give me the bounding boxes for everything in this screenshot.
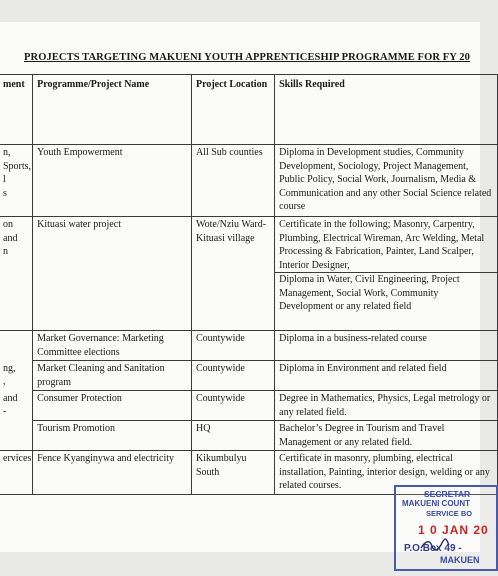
document-heading: PROJECTS TARGETING MAKUENI YOUTH APPRENTICESHIP PROGRAMME FOR FY 20	[24, 52, 470, 63]
stamp-county: MAKUENI COUNT	[402, 499, 470, 508]
skills-cell: Diploma in Environment and related field	[275, 361, 498, 391]
table-row	[0, 217, 498, 331]
header-project-location: Project Location	[191, 75, 274, 145]
document-page	[0, 22, 492, 565]
dept-cell	[0, 331, 33, 361]
table-row	[0, 331, 498, 361]
dept-cell: on and n	[0, 217, 33, 331]
dept-cell: ng, ,	[0, 361, 33, 391]
location-cell: Countywide	[191, 361, 274, 391]
dept-cell	[0, 421, 33, 451]
table-row	[0, 421, 498, 451]
official-stamp	[394, 485, 498, 571]
signature-scribble	[420, 538, 450, 552]
programme-name-cell: Consumer Protection	[33, 391, 192, 421]
programme-name-cell: Fence Kyanginywa and electricity	[33, 451, 192, 495]
skills-cell: Degree in Mathematics, Physics, Legal metrology or any related field.	[275, 391, 498, 421]
table-row	[0, 391, 498, 421]
programme-name-cell: Market Cleaning and Sanitation program	[33, 361, 192, 391]
location-cell: Countywide	[191, 331, 274, 361]
table-row	[0, 145, 498, 217]
skills-text: Diploma in Water, Civil Engineering, Project Management, Social Work, Community Development or any related field	[275, 272, 497, 314]
programme-name-cell: Tourism Promotion	[33, 421, 192, 451]
stamp-board: SERVICE BO	[426, 509, 473, 518]
header-programme-name: Programme/Project Name	[33, 75, 192, 145]
location-cell: Countywide	[191, 391, 274, 421]
table-header-row	[0, 75, 498, 145]
location-cell: HQ	[191, 421, 274, 451]
location-cell: Wote/Nziu Ward-Kituasi village	[191, 217, 274, 331]
location-cell: All Sub counties	[191, 145, 274, 217]
programme-name-cell: Kituasi water project	[33, 217, 192, 331]
location-cell: Kikumbulyu South	[191, 451, 274, 495]
table-row	[0, 361, 498, 391]
dept-cell: n, Sports, l s	[0, 145, 33, 217]
skills-cell	[275, 217, 498, 331]
programme-name-cell: Market Governance: Marketing Committee elections	[33, 331, 192, 361]
header-skills-required: Skills Required	[275, 75, 498, 145]
stamp-title: SECRETAR	[424, 489, 471, 499]
skills-text: Certificate in the following; Masonry, Carpentry, Plumbing, Electrical Wireman, Arc Welding, Metal Processing & Fabrication, Painter, Land Scalper, Interior Designer,	[279, 219, 485, 271]
dept-cell: and -	[0, 391, 33, 421]
programme-name-cell: Youth Empowerment	[33, 145, 192, 217]
stamp-date: 1 0 JAN 20	[418, 523, 489, 537]
skills-cell: Diploma in a business-related course	[275, 331, 498, 361]
dept-cell: ervices	[0, 451, 33, 495]
projects-table	[0, 74, 498, 495]
skills-cell: Bachelor’s Degree in Tourism and Travel Management or any related field.	[275, 421, 498, 451]
header-department: ment	[0, 75, 33, 145]
stamp-po-box: P.O.Box 49 -	[404, 543, 462, 554]
stamp-town: MAKUEN	[440, 555, 480, 565]
skills-cell: Diploma in Development studies, Community Development, Sociology, Project Management, Public Policy, Social Work, Journalism, Media & Communication and any other Social Science related course	[275, 145, 498, 217]
skills-cell: Certificate in masonry, plumbing, electrical installation, Painting, interior design, welding or any related courses.	[275, 451, 498, 495]
